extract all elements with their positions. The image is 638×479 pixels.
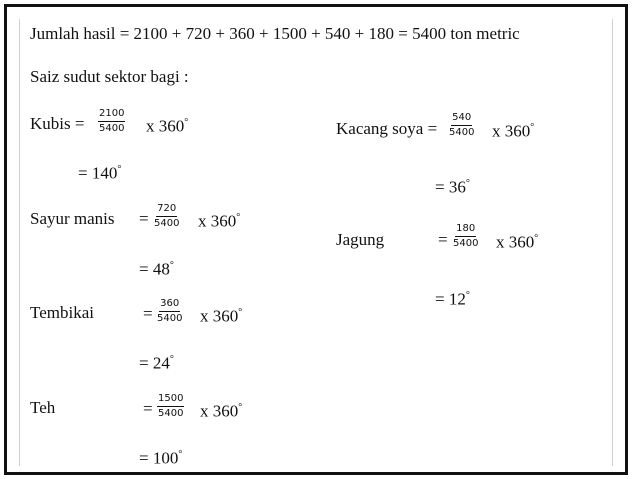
label-tembikai: Tembikai: [30, 303, 94, 322]
label-kacang-soya: Kacang soya =: [336, 119, 438, 138]
fraction-jagung: [453, 223, 478, 250]
result-sayur-manis: = 48°: [139, 259, 174, 279]
total-yield-line: Jumlah hasil = 2100 + 720 + 360 + 1500 + 540 + 180 = 5400 ton metric: [30, 24, 520, 43]
result-jagung: = 12°: [435, 289, 470, 309]
result-tembikai: = 24°: [139, 353, 174, 373]
label-kubis: Kubis =: [30, 114, 85, 133]
multiplier-kubis: x 360°: [146, 116, 189, 136]
result-kacang-soya: = 36°: [435, 177, 470, 197]
fraction-sayur-manis: [154, 203, 179, 230]
denominator: 5400: [453, 238, 479, 249]
denominator: 5400: [99, 123, 125, 134]
label-sayur-manis: Sayur manis: [30, 209, 115, 228]
denominator: 5400: [157, 313, 183, 324]
denominator: 5400: [154, 218, 180, 229]
sector-angle-heading: Saiz sudut sektor bagi :: [30, 67, 189, 86]
fraction-kacang-soya: [449, 112, 474, 139]
fraction-kubis: [98, 108, 125, 135]
label-teh: Teh: [30, 398, 56, 417]
denominator: 5400: [158, 408, 184, 419]
numerator: 1500: [157, 393, 184, 407]
multiplier-jagung: x 360°: [496, 232, 539, 252]
denominator: 5400: [449, 127, 475, 138]
equals-sayur-manis: =: [139, 209, 149, 228]
equals-teh: =: [143, 399, 153, 418]
equals-tembikai: =: [143, 304, 153, 323]
result-teh: = 100°: [139, 448, 183, 468]
label-jagung: Jagung: [336, 230, 385, 249]
fraction-teh: [157, 393, 184, 420]
result-kubis: = 140°: [78, 163, 122, 183]
numerator: 720: [156, 203, 177, 217]
numerator: 540: [451, 112, 472, 126]
numerator: 360: [159, 298, 180, 312]
numerator: 2100: [98, 108, 125, 122]
multiplier-teh: x 360°: [200, 401, 243, 421]
multiplier-kacang-soya: x 360°: [492, 121, 535, 141]
multiplier-tembikai: x 360°: [200, 306, 243, 326]
equals-jagung: =: [438, 230, 448, 249]
numerator: 180: [455, 223, 476, 237]
multiplier-sayur-manis: x 360°: [198, 211, 241, 231]
fraction-tembikai: [157, 298, 182, 325]
